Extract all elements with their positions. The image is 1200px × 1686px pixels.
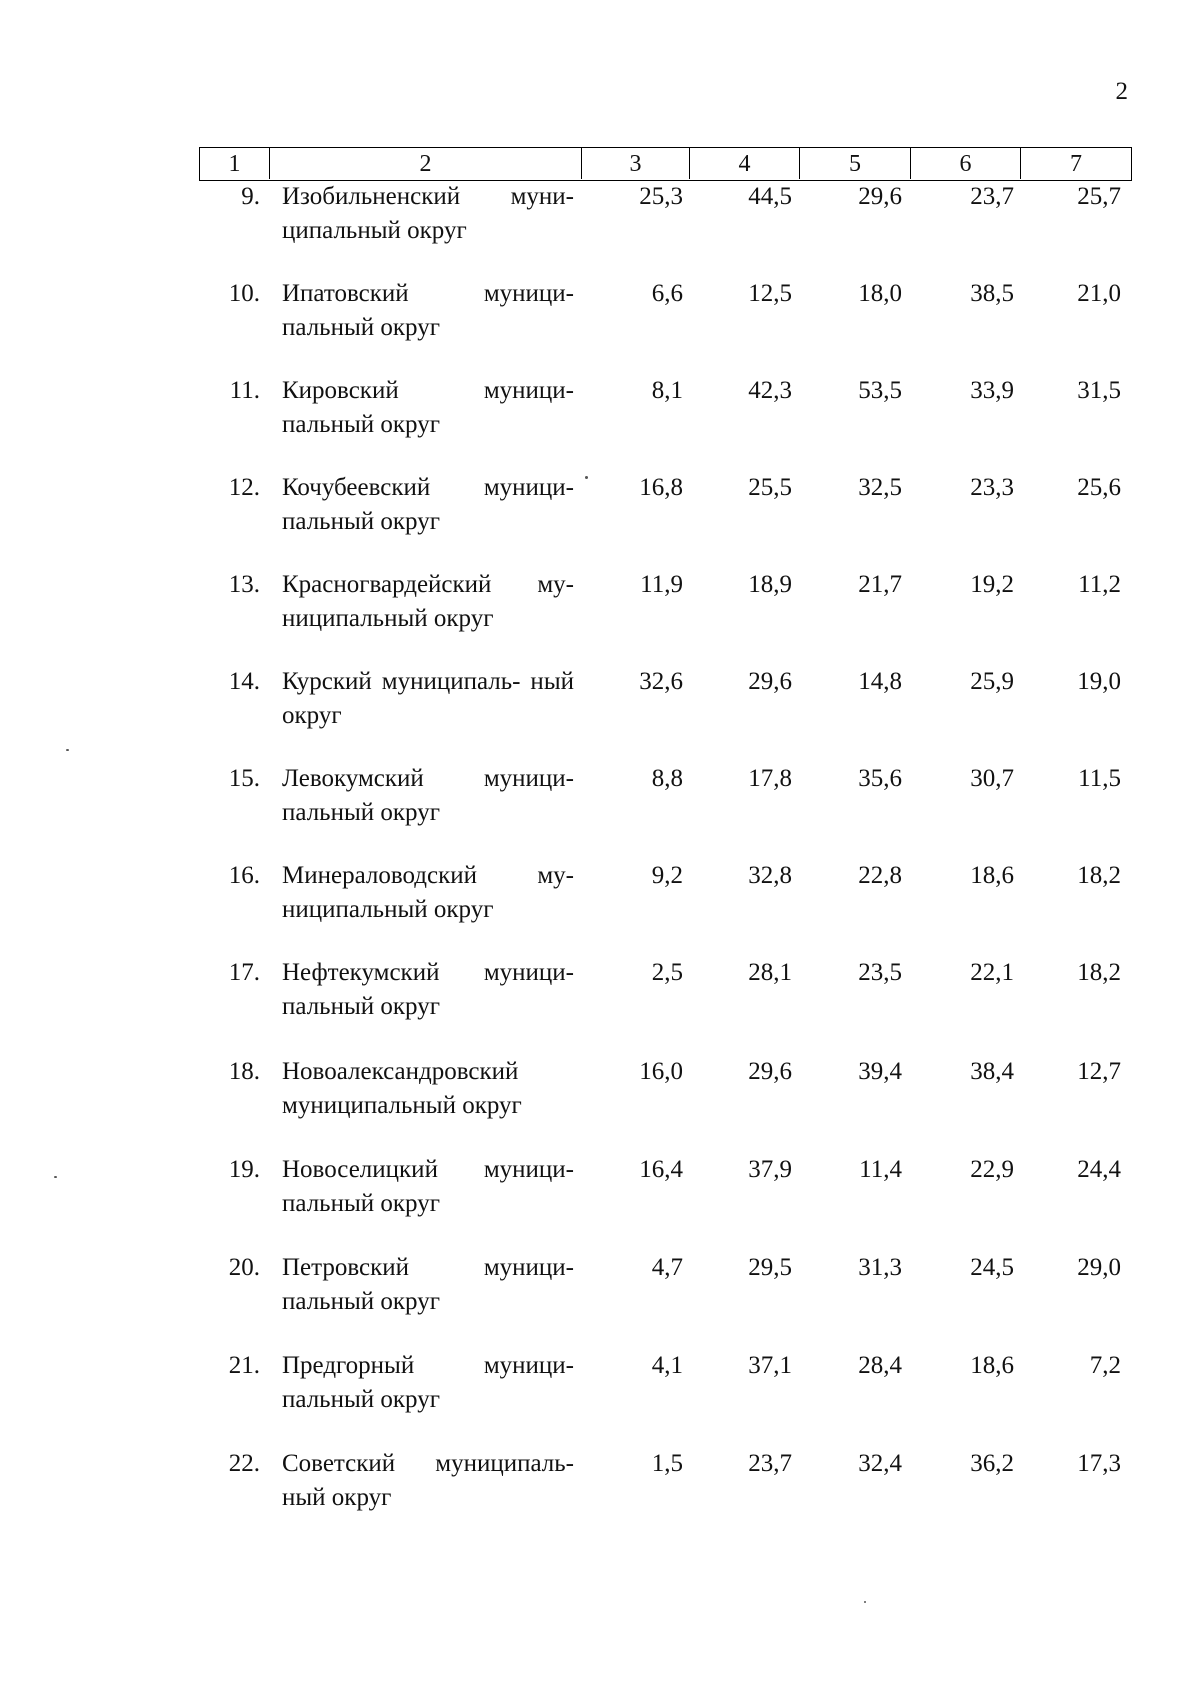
district-name: Предгорный муници- пальный округ	[282, 1352, 574, 1413]
scan-speck	[585, 476, 588, 479]
page-number: 2	[1115, 78, 1128, 105]
value-col-6: 30,7	[970, 765, 1014, 792]
value-col-6: 18,6	[970, 1352, 1014, 1379]
value-col-5: 32,5	[858, 474, 902, 501]
district-name: Красногвардейский му- ниципальный округ	[282, 571, 574, 632]
district-name: Левокумский муници- пальный округ	[282, 765, 574, 826]
value-col-4: 29,6	[748, 668, 792, 695]
row-number: 9.	[241, 183, 260, 210]
header-cell-5: 5	[800, 148, 911, 179]
value-col-7: 11,2	[1078, 571, 1121, 598]
value-col-4: 23,7	[748, 1450, 792, 1477]
district-name: Ипатовский муници- пальный округ	[282, 280, 574, 341]
value-col-3: 4,7	[651, 1254, 683, 1281]
district-name: Новоселицкий муници- пальный округ	[282, 1156, 574, 1217]
value-col-5: 18,0	[858, 280, 902, 307]
value-col-5: 35,6	[858, 765, 902, 792]
table-row	[0, 374, 1200, 444]
table-row	[0, 762, 1200, 832]
row-number: 21.	[228, 1352, 260, 1379]
district-name: Кировский муници- пальный округ	[282, 377, 574, 438]
value-col-6: 33,9	[970, 377, 1014, 404]
scan-speck	[864, 1601, 866, 1603]
table-row	[0, 1447, 1200, 1517]
district-name: Кочубеевский муници- пальный округ	[282, 474, 574, 535]
table-row	[0, 665, 1200, 735]
value-col-7: 25,6	[1077, 474, 1121, 501]
row-number: 18.	[228, 1058, 260, 1085]
value-col-4: 44,5	[748, 183, 792, 210]
value-col-3: 6,6	[651, 280, 683, 307]
header-cell-1: 1	[200, 148, 270, 179]
table-row	[0, 277, 1200, 347]
header-cell-3: 3	[582, 148, 690, 179]
row-number: 12.	[228, 474, 260, 501]
value-col-3: 16,0	[639, 1058, 683, 1085]
value-col-7: 11,5	[1078, 765, 1121, 792]
table-row	[0, 180, 1200, 250]
table-row	[0, 1153, 1200, 1223]
value-col-5: 14,8	[858, 668, 902, 695]
value-col-3: 2,5	[651, 959, 683, 986]
row-number: 14.	[228, 668, 260, 695]
table-row	[0, 1055, 1200, 1125]
header-cell-6: 6	[911, 148, 1021, 179]
value-col-4: 37,1	[748, 1352, 792, 1379]
value-col-6: 25,9	[970, 668, 1014, 695]
table-row	[0, 956, 1200, 1026]
value-col-6: 22,1	[970, 959, 1014, 986]
row-number: 11.	[229, 377, 260, 404]
table-row	[0, 471, 1200, 541]
row-number: 17.	[228, 959, 260, 986]
value-col-3: 25,3	[639, 183, 683, 210]
row-number: 15.	[228, 765, 260, 792]
row-number: 13.	[228, 571, 260, 598]
row-number: 16.	[228, 862, 260, 889]
value-col-3: 9,2	[651, 862, 683, 889]
value-col-7: 25,7	[1077, 183, 1121, 210]
value-col-7: 17,3	[1077, 1450, 1121, 1477]
value-col-6: 19,2	[970, 571, 1014, 598]
value-col-3: 11,9	[640, 571, 683, 598]
value-col-6: 23,7	[970, 183, 1014, 210]
value-col-5: 53,5	[858, 377, 902, 404]
district-name: Петровский муници- пальный округ	[282, 1254, 574, 1315]
header-cell-2: 2	[270, 148, 582, 179]
value-col-7: 12,7	[1077, 1058, 1121, 1085]
header-cell-7: 7	[1070, 151, 1082, 177]
value-col-5: 31,3	[858, 1254, 902, 1281]
value-col-4: 18,9	[748, 571, 792, 598]
header-cell-4: 4	[690, 148, 800, 179]
value-col-6: 24,5	[970, 1254, 1014, 1281]
value-col-6: 23,3	[970, 474, 1014, 501]
value-col-6: 22,9	[970, 1156, 1014, 1183]
district-name: Минераловодский му- ниципальный округ	[282, 862, 574, 923]
value-col-5: 21,7	[858, 571, 902, 598]
value-col-4: 32,8	[748, 862, 792, 889]
value-col-6: 38,5	[970, 280, 1014, 307]
value-col-6: 36,2	[970, 1450, 1014, 1477]
value-col-5: 39,4	[858, 1058, 902, 1085]
value-col-5: 23,5	[858, 959, 902, 986]
table-row	[0, 568, 1200, 638]
value-col-3: 16,4	[639, 1156, 683, 1183]
value-col-4: 29,5	[748, 1254, 792, 1281]
value-col-5: 29,6	[858, 183, 902, 210]
value-col-3: 8,1	[651, 377, 683, 404]
value-col-3: 8,8	[651, 765, 683, 792]
district-name: Изобильненский муни- ципальный округ	[282, 183, 574, 244]
value-col-7: 18,2	[1077, 959, 1121, 986]
row-number: 10.	[228, 280, 260, 307]
value-col-7: 21,0	[1077, 280, 1121, 307]
table-row	[0, 859, 1200, 929]
value-col-6: 18,6	[970, 862, 1014, 889]
value-col-7: 19,0	[1077, 668, 1121, 695]
value-col-3: 32,6	[639, 668, 683, 695]
value-col-7: 29,0	[1077, 1254, 1121, 1281]
district-name: Советский муниципаль- ный округ	[282, 1450, 574, 1511]
value-col-4: 12,5	[748, 280, 792, 307]
table-row	[0, 1251, 1200, 1321]
value-col-4: 29,6	[748, 1058, 792, 1085]
value-col-6: 38,4	[970, 1058, 1014, 1085]
table-header	[199, 147, 1132, 181]
value-col-4: 17,8	[748, 765, 792, 792]
value-col-4: 42,3	[748, 377, 792, 404]
value-col-5: 22,8	[858, 862, 902, 889]
value-col-7: 31,5	[1077, 377, 1121, 404]
row-number: 20.	[228, 1254, 260, 1281]
value-col-5: 32,4	[858, 1450, 902, 1477]
district-name: Курский муниципаль- ный округ	[282, 668, 574, 729]
value-col-4: 25,5	[748, 474, 792, 501]
value-col-7: 18,2	[1077, 862, 1121, 889]
scan-speck	[54, 1176, 57, 1178]
table-row	[0, 1349, 1200, 1419]
value-col-7: 24,4	[1077, 1156, 1121, 1183]
value-col-3: 4,1	[651, 1352, 683, 1379]
value-col-4: 37,9	[748, 1156, 792, 1183]
value-col-3: 16,8	[639, 474, 683, 501]
value-col-7: 7,2	[1089, 1352, 1121, 1379]
district-name: Нефтекумский муници- пальный округ	[282, 959, 574, 1020]
value-col-5: 11,4	[859, 1156, 902, 1183]
scan-speck	[66, 749, 69, 751]
value-col-5: 28,4	[858, 1352, 902, 1379]
value-col-4: 28,1	[748, 959, 792, 986]
row-number: 22.	[228, 1450, 260, 1477]
value-col-3: 1,5	[651, 1450, 683, 1477]
district-name: Новоалександровский муниципальный округ	[282, 1058, 522, 1119]
row-number: 19.	[228, 1156, 260, 1183]
